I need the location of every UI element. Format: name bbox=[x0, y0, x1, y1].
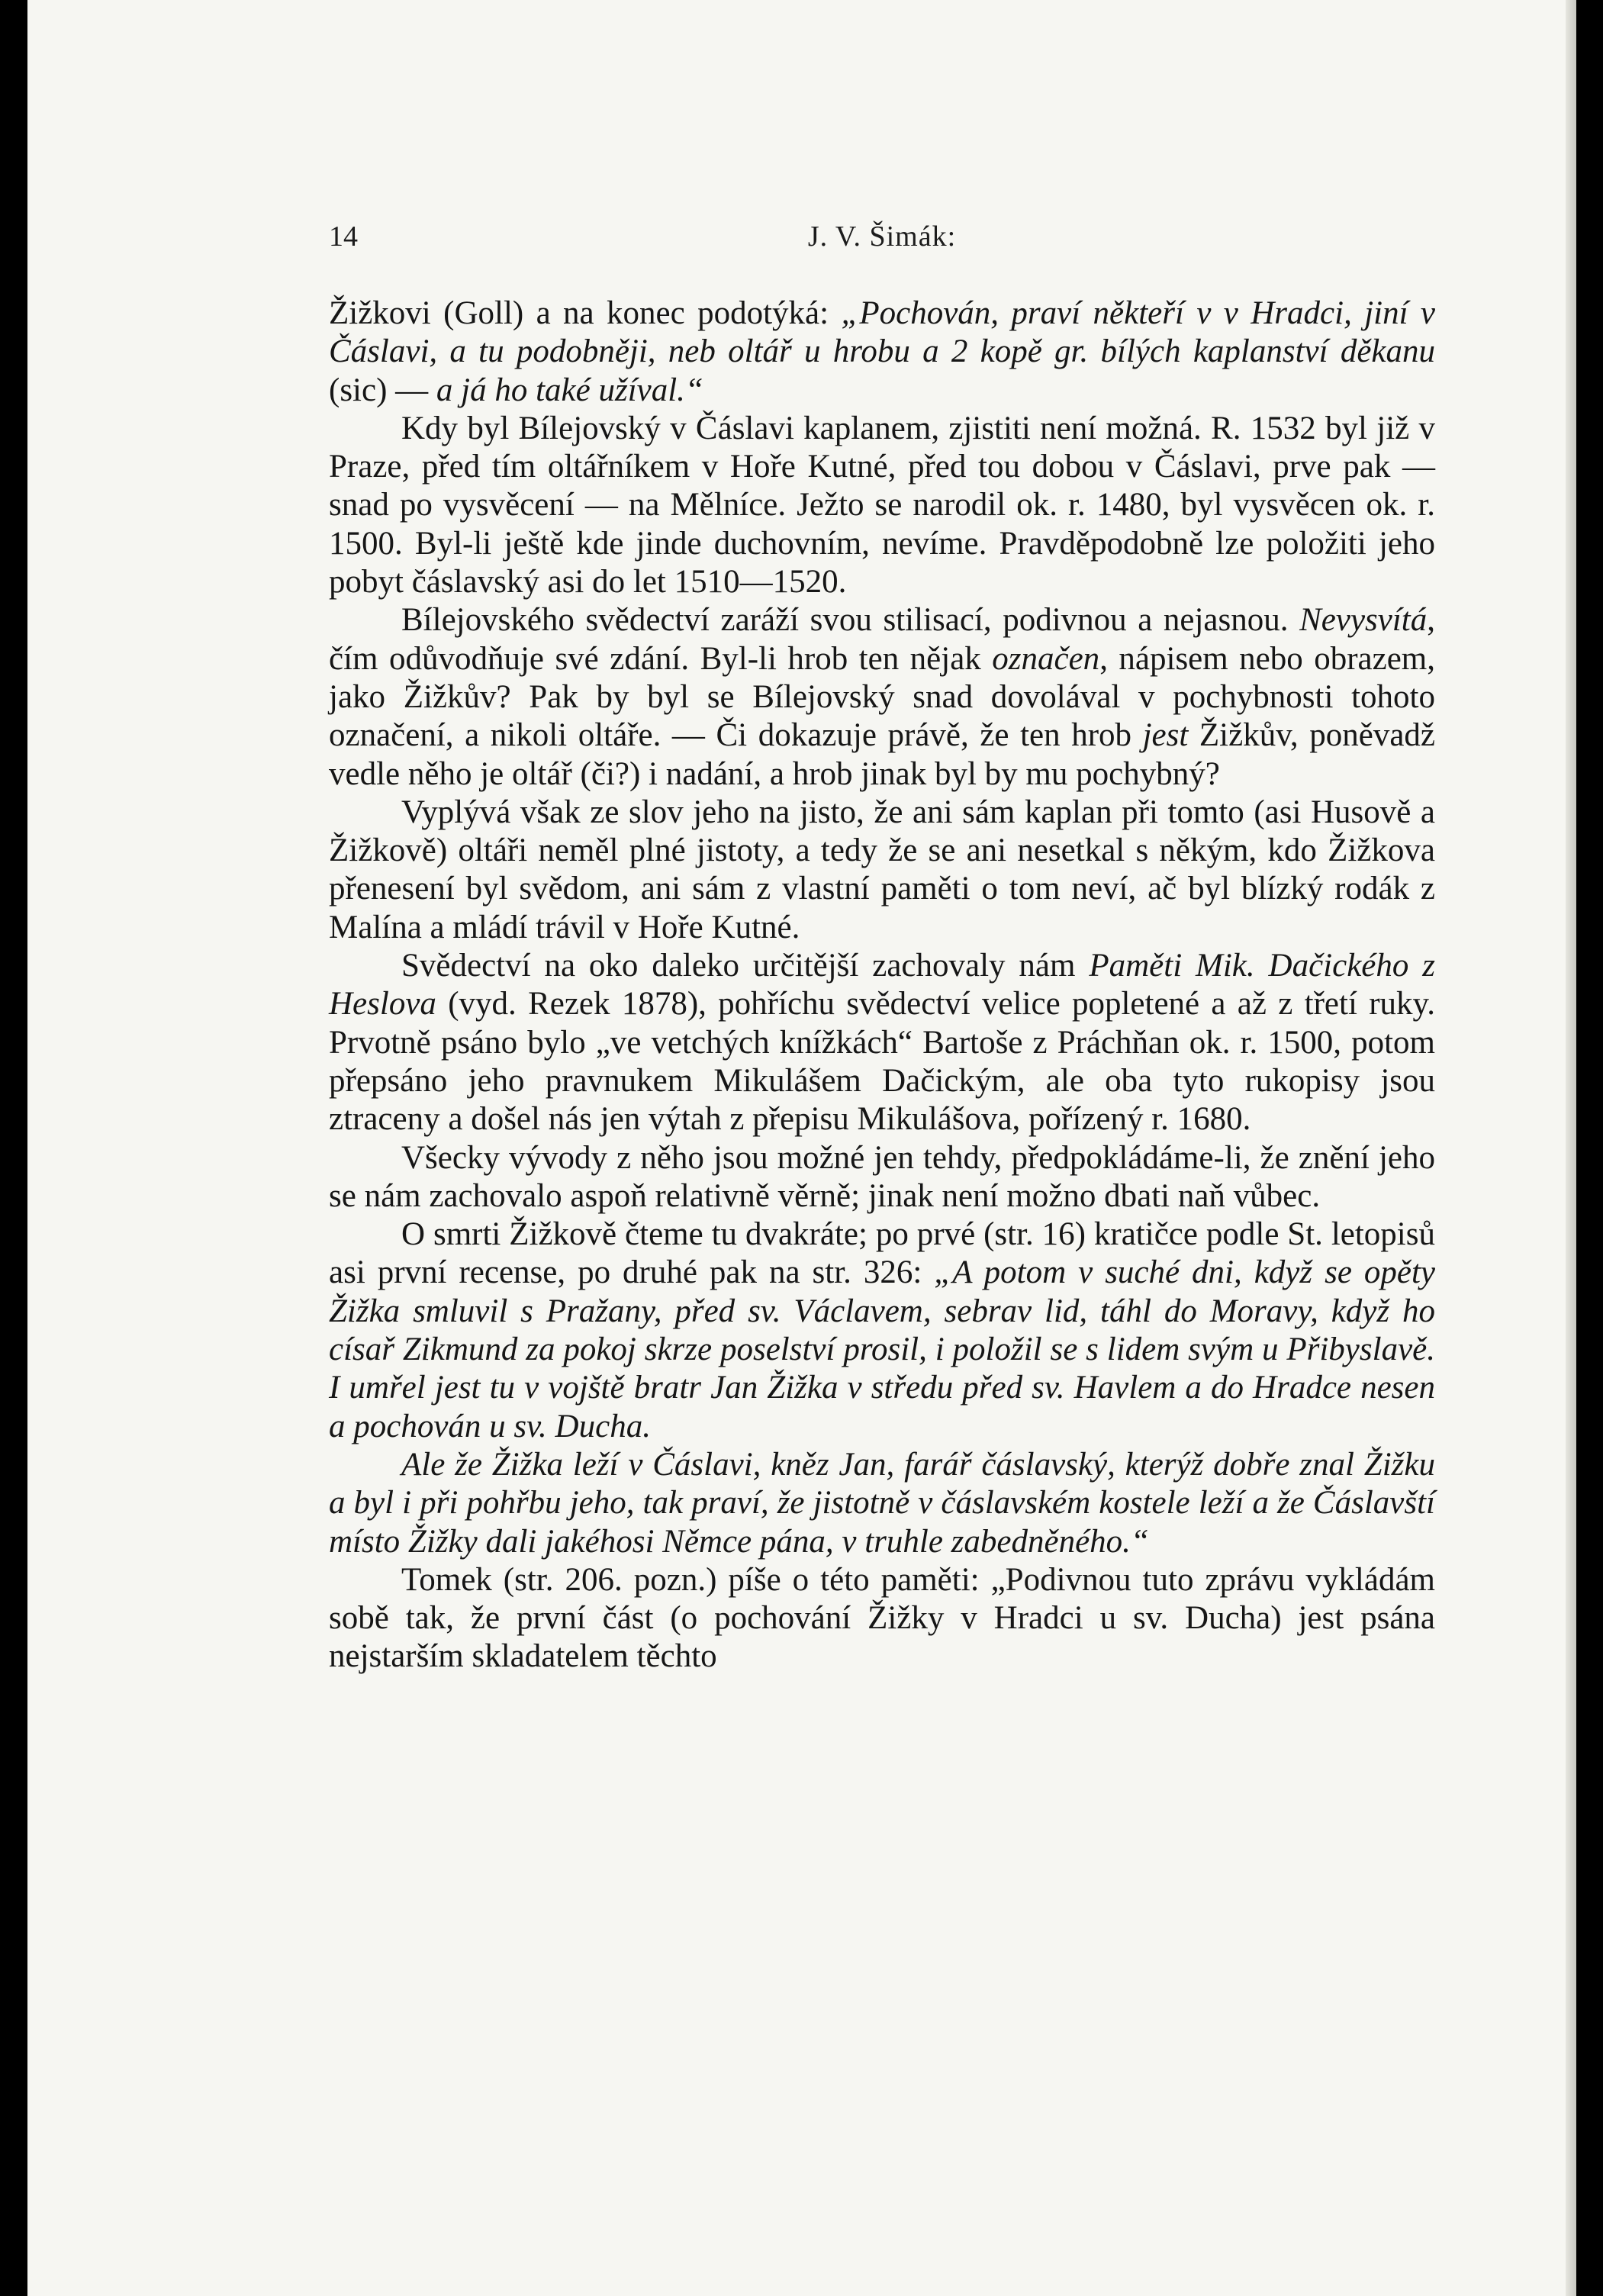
paragraph-6: Všecky vývody z něho jsou možné jen tehdy, předpokládáme-li, že znění jeho se nám zachovalo aspoň relativně věrně; jinak není možno dbati naň vůbec. bbox=[329, 1139, 1435, 1214]
paragraph-9: Tomek (str. 206. pozn.) píše o této paměti: „Podivnou tuto zprávu vykládám sobě tak, že první část (o pochování Žižky v Hradci u sv. Ducha) jest psána nejstarším skladatelem těchto bbox=[329, 1561, 1435, 1675]
document-page bbox=[27, 0, 1576, 2296]
quotation: „A potom v suché dni, když se opěty Žižka smluvil s Pražany, před sv. Václavem, sebrav lid, táhl do Moravy, když ho císař Zikmund za pokoj skrze poselství prosil, i položil se s lidem svým u Přibyslavě. I umřel jest tu v vojště bratr Jan Žižka v středu před sv. Havlem a do Hradce nesen a pochován u sv. Ducha. bbox=[329, 1254, 1436, 1444]
source-title: Paměti Mik. Dačického z Heslova bbox=[329, 948, 1435, 1022]
paragraph-4: Vyplývá však ze slov jeho na jisto, že ani sám kaplan při tomto (asi Husově a Žižkově) oltáři neměl plné jistoty, a tedy že se ani nesetkal s někým, kdo Žižkova přenesení byl svědom, ani sám z vlastní paměti o tom neví, ač byl blízký rodák z Malína a mládí trávil v Hoře Kutné. bbox=[329, 794, 1435, 945]
paragraph-2: Kdy byl Bílejovský v Čáslavi kaplanem, zjistiti není možná. R. 1532 byl již v Praze, před tím oltářníkem v Hoře Kutné, před tou dobou v Čáslavi, prve pak — snad po vysvěcení — na Mělníce. Ježto se narodil ok. r. 1480, byl vysvěcen ok. r. 1500. Byl-li ještě kde jinde duchovním, nevíme. Pravděpodobně lze položiti jeho pobyt čáslavský asi do let 1510—1520. bbox=[329, 410, 1435, 601]
emphasis: Nevysvítá bbox=[1299, 602, 1428, 639]
emphasis: označen bbox=[992, 640, 1100, 677]
page-number: 14 bbox=[329, 221, 358, 253]
quotation: „Pochován, praví někteří v v Hradci, jiní v Čáslavi, a tu podobněji, neb oltář u hrobu a 2 kopě gr. bílých kaplanství děkanu bbox=[329, 295, 1436, 370]
paragraph-1: Žižkovi (Goll) a na konec podotýká: „Pochován, praví někteří v v Hradci, jiní v Čáslavi, a tu podobněji, neb oltář u hrobu a 2 kopě gr. bílých kaplanství děkanu (sic) — a já ho také užíval.“ bbox=[329, 295, 1436, 408]
body-text bbox=[329, 295, 1435, 1676]
paragraph-8: Ale že Žižka leží v Čáslavi, kněz Jan, farář čáslavský, kterýž dobře znal Žižku a byl i při pohřbu jeho, tak praví, že jistotně v čáslavském kostele leží a že Čáslavští místo Žižky dali jakéhosi Němce pána, v truhle zabedněného.“ bbox=[329, 1446, 1435, 1560]
running-head: J. V. Šimák: bbox=[807, 221, 957, 253]
quotation: a já ho také užíval.“ bbox=[436, 372, 703, 408]
page-edge bbox=[1566, 0, 1576, 2296]
paragraph-3: Bílejovského svědectví zaráží svou stilisací, podivnou a nejasnou. Nevysvítá, čím odůvodňuje své zdání. Byl-li hrob ten nějak označen, nápisem nebo obrazem, jako Žižkův? Pak by byl se Bílejovský snad dovolával v pochybnosti tohoto označení, a nikoli oltáře. — Či dokazuje právě, že ten hrob jest Žižkův, poněvadž vedle něho je oltář (či?) i nadání, a hrob jinak byl by mu pochybný? bbox=[329, 602, 1436, 792]
emphasis: jest bbox=[1142, 717, 1189, 754]
paragraph-5: Svědectví na oko daleko určitější zachovaly nám Paměti Mik. Dačického z Heslova (vyd. Rezek 1878), pohříchu svědectví velice popletené a až z třetí ruky. Prvotně psáno bylo „ve vetchých knížkách“ Bartoše z Práchňan ok. r. 1500, potom přepsáno jeho pravnukem Mikulášem Dačickým, ale oba tyto rukopisy jsou ztraceny a došel nás jen výtah z přepisu Mikulášova, pořízený r. 1680. bbox=[329, 948, 1435, 1138]
paragraph-7: O smrti Žižkově čteme tu dvakráte; po prvé (str. 16) kratičce podle St. letopisů asi první recense, po druhé pak na str. 326: „A potom v suché dni, když se opěty Žižka smluvil s Pražany, před sv. Václavem, sebrav lid, táhl do Moravy, když ho císař Zikmund za pokoj skrze poselství prosil, i položil se s lidem svým u Přibyslavě. I umřel jest tu v vojště bratr Jan Žižka v středu před sv. Havlem a do Hradce nesen a pochován u sv. Ducha. bbox=[329, 1216, 1436, 1444]
page-header bbox=[329, 220, 1435, 266]
